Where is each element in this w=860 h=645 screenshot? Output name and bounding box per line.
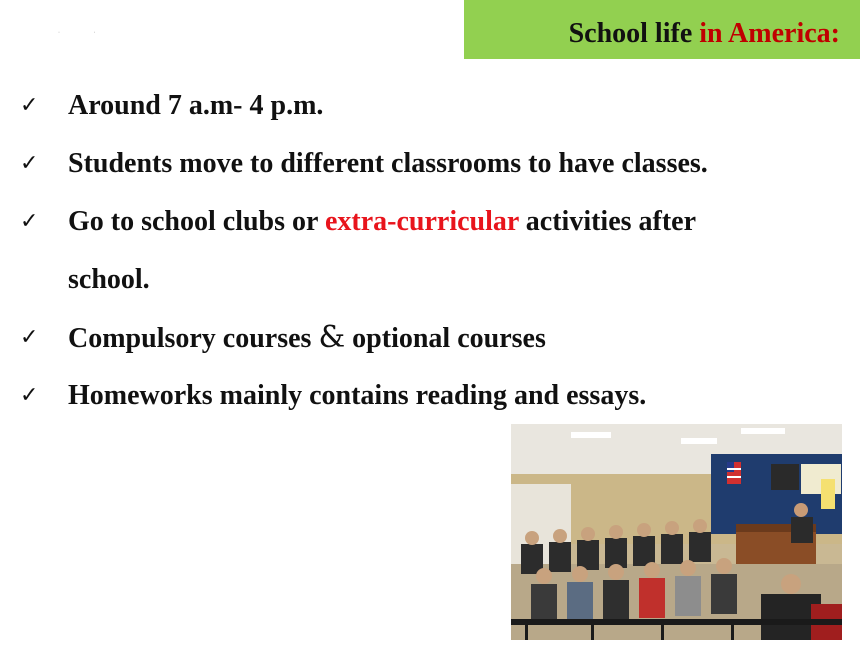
decorative-specks: · · — [58, 30, 112, 36]
bullet-text-before: Compulsory courses — [68, 323, 319, 354]
checkmark-icon: ✓ — [20, 383, 39, 408]
title-accent-text: in America: — [699, 17, 840, 49]
checkmark-icon: ✓ — [20, 209, 39, 234]
title-banner — [464, 0, 860, 59]
ampersand: & — [318, 320, 346, 355]
checkmark-icon: ✓ — [20, 93, 39, 118]
classroom-photo-icon — [511, 424, 842, 640]
bullet-text-after: optional courses — [345, 323, 546, 354]
bullet-text: Around 7 a.m- 4 p.m. — [68, 90, 324, 121]
checkmark-icon: ✓ — [20, 325, 39, 350]
checkmark-icon: ✓ — [20, 151, 39, 176]
bullet-text — [68, 321, 546, 356]
slide-title — [569, 18, 840, 50]
title-text: School life — [568, 17, 700, 49]
bullet-text: Students move to different classrooms to have classes. — [68, 148, 708, 179]
bullet-text: Homeworks mainly contains reading and essays. — [68, 380, 647, 411]
bullet-text — [68, 205, 696, 239]
bullet-text-before: Go to school clubs or — [68, 206, 325, 237]
bullet-text-after: activities after — [518, 206, 697, 237]
bullet-text: school. — [68, 264, 150, 295]
bullet-highlight: extra-curricular — [324, 206, 519, 237]
classroom-photo — [511, 424, 842, 640]
